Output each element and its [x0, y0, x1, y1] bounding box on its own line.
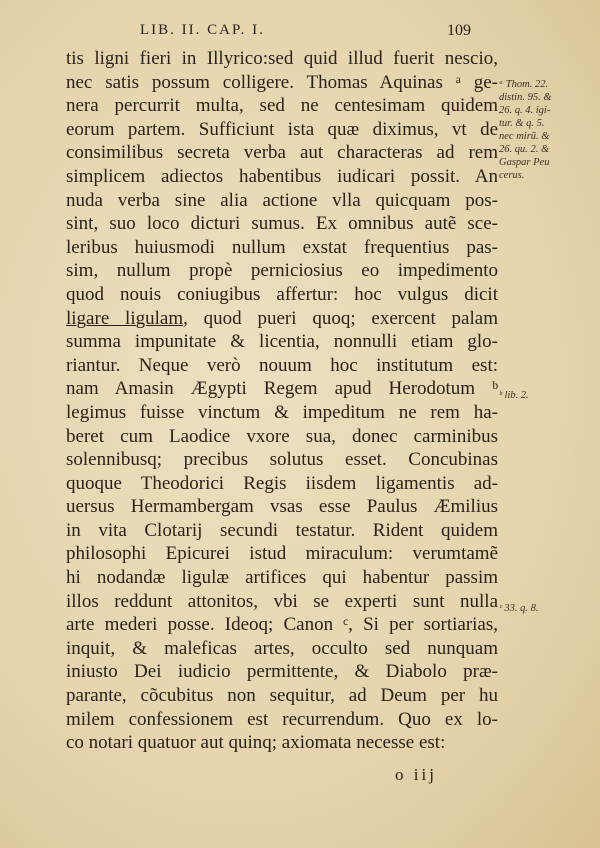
text-line: sint, suo loco dicturi sumus. Ex omnibus autẽ sce- [66, 213, 498, 235]
body-text [66, 47, 498, 755]
text-line: nam Amasin Ægypti Regem apud Herodotum ᵇ [66, 378, 498, 400]
running-title: LIB. II. CAP. I. [140, 22, 265, 38]
text-line: beret cum Laodice vxore sua, donec carminibus [66, 425, 498, 447]
page-number: 109 [447, 22, 471, 39]
text-line: philosophi Epicurei istud miraculum: verumtamẽ [66, 543, 498, 565]
marginal-note-line: nec mirũ. & [499, 131, 550, 142]
marginal-note-c [499, 602, 599, 615]
text-line: quod nouis coniugibus affertur: hoc vulgus dicit [66, 283, 498, 305]
marginal-note-line: ᵃ Thom. 22. [499, 79, 549, 90]
text-line: eorum partem. Sufficiunt ista quæ diximus, vt de [66, 118, 498, 140]
marginal-note-line: 26. q. 4. igi- [499, 105, 551, 116]
text-line: in vita Clotarij secundi testatur. Rident quidem [66, 519, 498, 541]
marginal-note-line: cerus. [499, 170, 525, 181]
text-line: inquit, & maleficas artes, occulto sed nunquam [66, 637, 498, 659]
text-line: co notari quatuor aut quinq; axiomata necesse est: [66, 732, 446, 754]
text-line: summa impunitate & licentia, nonnulli etiam glo- [66, 331, 498, 353]
text-line: legimus fuisse vinctum & impeditum ne rem ha- [66, 401, 498, 423]
text-line: nera percurrit multa, sed ne centesimam quidem [66, 95, 498, 117]
marginal-note-line: Gaspar Peu [499, 157, 550, 168]
text-line: nuda verba sine alia actione vlla quicquam pos- [66, 189, 498, 211]
signature-mark: o iij [395, 765, 437, 784]
text-line: uersus Hermambergam vsas esse Paulus Æmilius [66, 496, 498, 518]
text-line: sim, nullum propè perniciosius eo impedimento [66, 260, 498, 282]
text-line: leribus huiusmodi nullum exstat frequentius pas- [66, 236, 498, 258]
text-line: tis ligni fieri in Illyrico:sed quid illud fuerit nescio, [66, 48, 498, 69]
text-line: consimilibus secreta verba aut characteras ad rem [66, 142, 498, 164]
text-line: illos reddunt attonitos, vbi se experti sunt nulla [66, 590, 498, 612]
marginal-note-line: tur. & q. 5. [499, 118, 545, 129]
text-line: nec satis possum colligere. Thomas Aquinas ᵃ ge- [66, 71, 498, 93]
underlined-phrase: ligare ligulam [66, 307, 184, 329]
marginal-note-line: ᶜ 33. q. 8. [499, 603, 539, 614]
text-line: parante, cõcubitus non sequitur, ad Deum per hu [66, 685, 498, 707]
marginal-note-line: 26. qu. 2. & [499, 144, 550, 155]
text-line: simplicem adiectos habentibus iudicari possit. An [66, 165, 498, 187]
marginal-note-line: distin. 95. & [499, 92, 552, 103]
text-line: solennibusq; precibus solutus esset. Concubinas [66, 449, 498, 471]
text-line: quoque Theodorici Regis iisdem ligamentis ad- [66, 472, 498, 494]
text-line: arte mederi posse. Ideoq; Canon ᶜ, Si per sortiarias, [66, 614, 498, 636]
text-line: ligare ligulam, quod pueri quoq; exercent palam [66, 307, 498, 329]
marginal-note-a [499, 78, 599, 182]
text-line: riantur. Neque verò nouum hoc institutum est: [66, 354, 498, 376]
text-line: milem confessionem est recurrendum. Quo ex lo- [66, 708, 498, 730]
marginal-note-line: ᵇ lib. 2. [499, 390, 529, 401]
text-line: iniusto Dei iudicio permittente, & Diabolo præ- [66, 661, 498, 683]
text-line: hi nodandæ ligulæ artifices qui habentur passim [66, 567, 498, 589]
marginal-note-b [499, 389, 599, 402]
